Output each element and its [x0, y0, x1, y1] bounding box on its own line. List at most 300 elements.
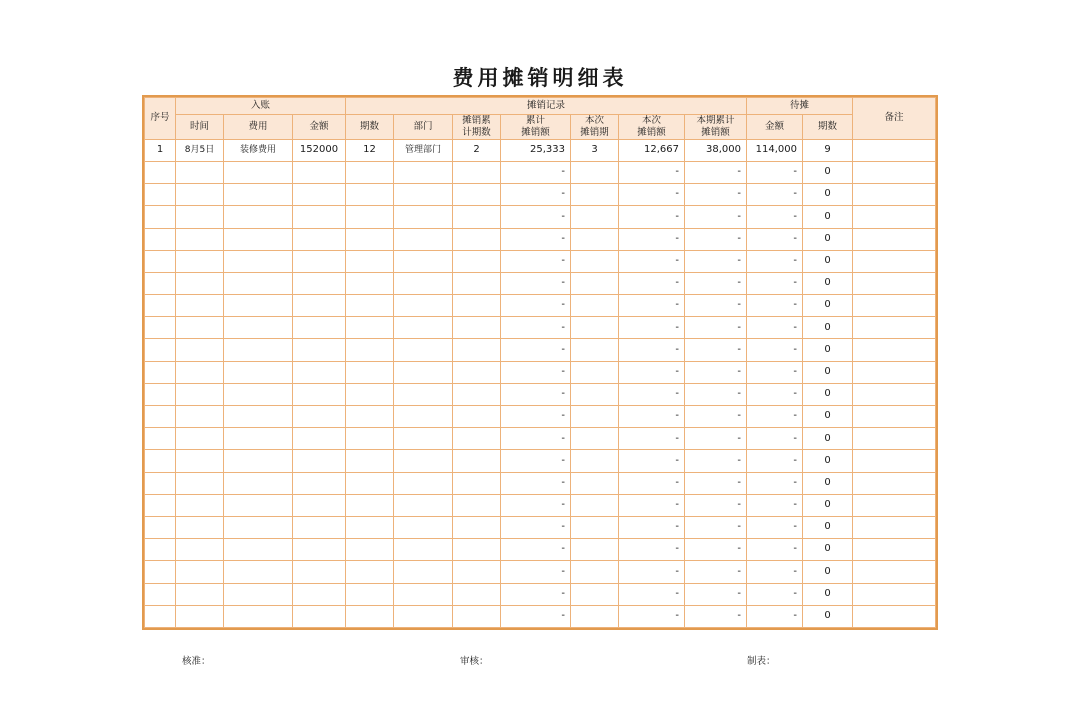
cell-expense	[224, 161, 293, 183]
table-row	[145, 561, 936, 583]
cell-cur-amount: -	[619, 583, 685, 605]
cell-seq	[145, 561, 176, 583]
cell-period-cum: -	[685, 250, 747, 272]
cell-periods	[346, 317, 394, 339]
cell-time	[176, 561, 224, 583]
cell-expense	[224, 494, 293, 516]
header-cur-period-line1: 本次	[584, 115, 604, 126]
cell-department	[394, 472, 453, 494]
cell-periods	[346, 406, 394, 428]
cell-period-cum: -	[685, 539, 747, 561]
cell-period-cum: -	[685, 361, 747, 383]
cell-cum-periods	[453, 206, 501, 228]
cell-remark	[853, 428, 936, 450]
cell-cur-amount: 12,667	[619, 139, 685, 161]
cell-amount	[293, 428, 346, 450]
cell-pending-amount: -	[747, 583, 803, 605]
cell-department	[394, 161, 453, 183]
cell-time: 8月5日	[176, 139, 224, 161]
cell-cur-amount: -	[619, 494, 685, 516]
cell-cum-amount: -	[501, 250, 571, 272]
cell-cum-amount: -	[501, 428, 571, 450]
cell-pending-amount: -	[747, 450, 803, 472]
cell-amount	[293, 561, 346, 583]
cell-pending-periods: 0	[803, 516, 853, 538]
cell-pending-amount: -	[747, 361, 803, 383]
cell-department	[394, 406, 453, 428]
cell-period-cum: -	[685, 184, 747, 206]
cell-expense	[224, 339, 293, 361]
header-remark: 备注	[853, 98, 936, 140]
header-cum-periods-line1: 摊销累	[462, 115, 491, 126]
cell-department	[394, 228, 453, 250]
cell-expense	[224, 228, 293, 250]
cell-cur-period	[571, 383, 619, 405]
header-pending-periods: 期数	[803, 115, 853, 140]
cell-cur-amount: -	[619, 272, 685, 294]
cell-time	[176, 516, 224, 538]
cell-cur-period	[571, 583, 619, 605]
header-group-entry: 入账	[176, 98, 346, 115]
cell-period-cum: -	[685, 228, 747, 250]
cell-remark	[853, 450, 936, 472]
cell-cur-period	[571, 406, 619, 428]
table-row	[145, 539, 936, 561]
cell-department	[394, 494, 453, 516]
cell-expense	[224, 605, 293, 627]
table-row	[145, 161, 936, 183]
header-cur-period-line2: 摊销期	[580, 126, 609, 138]
cell-period-cum: -	[685, 317, 747, 339]
cell-periods	[346, 494, 394, 516]
cell-pending-periods: 0	[803, 605, 853, 627]
cell-time	[176, 161, 224, 183]
cell-period-cum: -	[685, 428, 747, 450]
cell-cur-period	[571, 272, 619, 294]
cell-time	[176, 361, 224, 383]
cell-remark	[853, 494, 936, 516]
cell-remark	[853, 516, 936, 538]
cell-amount	[293, 605, 346, 627]
cell-cur-amount: -	[619, 317, 685, 339]
cell-cur-amount: -	[619, 472, 685, 494]
cell-cum-periods	[453, 472, 501, 494]
cell-cum-amount: -	[501, 272, 571, 294]
cell-cur-amount: -	[619, 161, 685, 183]
cell-seq	[145, 516, 176, 538]
cell-cum-periods	[453, 450, 501, 472]
cell-seq	[145, 583, 176, 605]
cell-cum-periods	[453, 361, 501, 383]
cell-cur-period	[571, 339, 619, 361]
table-row	[145, 516, 936, 538]
cell-period-cum: -	[685, 272, 747, 294]
cell-remark	[853, 406, 936, 428]
cell-pending-amount: -	[747, 472, 803, 494]
cell-pending-amount: -	[747, 317, 803, 339]
cell-amount	[293, 295, 346, 317]
cell-cum-amount: 25,333	[501, 139, 571, 161]
header-cur-amount-line2: 摊销额	[637, 126, 666, 138]
cell-department	[394, 272, 453, 294]
cell-seq	[145, 161, 176, 183]
cell-cum-periods	[453, 406, 501, 428]
table-row	[145, 139, 936, 161]
cell-cur-amount: -	[619, 539, 685, 561]
cell-department	[394, 539, 453, 561]
cell-cur-amount: -	[619, 428, 685, 450]
cell-department	[394, 605, 453, 627]
cell-department	[394, 516, 453, 538]
table-row	[145, 206, 936, 228]
header-expense: 费用	[224, 115, 293, 140]
cell-pending-periods: 0	[803, 361, 853, 383]
header-department: 部门	[394, 115, 453, 140]
cell-periods	[346, 516, 394, 538]
cell-cur-period	[571, 295, 619, 317]
cell-cum-periods: 2	[453, 139, 501, 161]
cell-seq	[145, 295, 176, 317]
cell-pending-periods: 0	[803, 295, 853, 317]
cell-cur-period	[571, 472, 619, 494]
cell-seq	[145, 361, 176, 383]
cell-time	[176, 428, 224, 450]
cell-period-cum: -	[685, 583, 747, 605]
cell-pending-periods: 0	[803, 228, 853, 250]
cell-cur-period	[571, 539, 619, 561]
cell-expense	[224, 383, 293, 405]
cell-pending-amount: -	[747, 228, 803, 250]
cell-cum-periods	[453, 428, 501, 450]
cell-cum-amount: -	[501, 539, 571, 561]
cell-expense	[224, 206, 293, 228]
cell-cum-amount: -	[501, 339, 571, 361]
cell-seq: 1	[145, 139, 176, 161]
cell-period-cum: -	[685, 561, 747, 583]
table-row	[145, 250, 936, 272]
cell-periods	[346, 206, 394, 228]
header-cur-amount	[619, 115, 685, 140]
cell-periods: 12	[346, 139, 394, 161]
cell-pending-periods: 0	[803, 250, 853, 272]
cell-amount	[293, 583, 346, 605]
cell-cur-period	[571, 361, 619, 383]
cell-cum-periods	[453, 272, 501, 294]
cell-periods	[346, 295, 394, 317]
cell-time	[176, 206, 224, 228]
header-group-record: 摊销记录	[346, 98, 747, 115]
cell-department	[394, 339, 453, 361]
cell-time	[176, 250, 224, 272]
cell-periods	[346, 383, 394, 405]
cell-cum-periods	[453, 317, 501, 339]
cell-time	[176, 406, 224, 428]
cell-remark	[853, 561, 936, 583]
cell-remark	[853, 539, 936, 561]
cell-cum-periods	[453, 383, 501, 405]
cell-expense	[224, 472, 293, 494]
cell-cum-periods	[453, 561, 501, 583]
cell-periods	[346, 539, 394, 561]
header-row-columns	[145, 115, 936, 140]
cell-pending-amount: -	[747, 383, 803, 405]
cell-expense	[224, 516, 293, 538]
cell-cur-period	[571, 228, 619, 250]
cell-cum-periods	[453, 516, 501, 538]
cell-cur-period	[571, 428, 619, 450]
cell-pending-periods: 0	[803, 428, 853, 450]
cell-seq	[145, 605, 176, 627]
cell-pending-periods: 0	[803, 561, 853, 583]
cell-amount	[293, 206, 346, 228]
cell-pending-periods: 0	[803, 472, 853, 494]
cell-pending-amount: -	[747, 561, 803, 583]
cell-periods	[346, 428, 394, 450]
cell-remark	[853, 228, 936, 250]
cell-amount	[293, 472, 346, 494]
cell-department	[394, 250, 453, 272]
header-cum-amount	[501, 115, 571, 140]
cell-period-cum: -	[685, 406, 747, 428]
cell-cur-amount: -	[619, 450, 685, 472]
cell-periods	[346, 561, 394, 583]
cell-seq	[145, 539, 176, 561]
header-period-cum-line2: 摊销额	[701, 126, 730, 138]
cell-amount	[293, 250, 346, 272]
cell-cur-period	[571, 250, 619, 272]
cell-period-cum: -	[685, 450, 747, 472]
cell-seq	[145, 494, 176, 516]
cell-remark	[853, 295, 936, 317]
cell-remark	[853, 317, 936, 339]
cell-pending-amount: -	[747, 494, 803, 516]
cell-pending-periods: 9	[803, 139, 853, 161]
cell-expense	[224, 450, 293, 472]
cell-period-cum: -	[685, 516, 747, 538]
cell-seq	[145, 250, 176, 272]
cell-pending-periods: 0	[803, 339, 853, 361]
cell-seq	[145, 228, 176, 250]
cell-time	[176, 494, 224, 516]
cell-seq	[145, 339, 176, 361]
header-period-cum	[685, 115, 747, 140]
cell-cum-amount: -	[501, 206, 571, 228]
cell-period-cum: -	[685, 206, 747, 228]
cell-pending-amount: -	[747, 605, 803, 627]
cell-department	[394, 428, 453, 450]
cell-department	[394, 361, 453, 383]
cell-period-cum: -	[685, 295, 747, 317]
cell-remark	[853, 161, 936, 183]
cell-amount	[293, 516, 346, 538]
cell-remark	[853, 339, 936, 361]
cell-amount	[293, 383, 346, 405]
cell-cur-amount: -	[619, 406, 685, 428]
cell-pending-amount: -	[747, 161, 803, 183]
cell-time	[176, 383, 224, 405]
cell-amount	[293, 184, 346, 206]
cell-period-cum: -	[685, 339, 747, 361]
cell-department	[394, 450, 453, 472]
cell-amount	[293, 228, 346, 250]
cell-cur-period	[571, 206, 619, 228]
cell-expense	[224, 272, 293, 294]
cell-cur-period	[571, 516, 619, 538]
cell-seq	[145, 383, 176, 405]
cell-pending-amount: -	[747, 516, 803, 538]
cell-periods	[346, 450, 394, 472]
cell-period-cum: -	[685, 472, 747, 494]
header-cum-amount-line1: 累计	[525, 115, 545, 126]
cell-periods	[346, 228, 394, 250]
cell-seq	[145, 428, 176, 450]
cell-period-cum: -	[685, 383, 747, 405]
cell-cur-period	[571, 450, 619, 472]
cell-cum-amount: -	[501, 184, 571, 206]
cell-expense	[224, 184, 293, 206]
cell-pending-amount: -	[747, 406, 803, 428]
header-pending-amount: 金额	[747, 115, 803, 140]
cell-time	[176, 295, 224, 317]
cell-remark	[853, 383, 936, 405]
cell-pending-periods: 0	[803, 184, 853, 206]
cell-expense	[224, 295, 293, 317]
cell-time	[176, 184, 224, 206]
cell-amount	[293, 494, 346, 516]
cell-department	[394, 561, 453, 583]
cell-pending-amount: 114,000	[747, 139, 803, 161]
cell-cur-period: 3	[571, 139, 619, 161]
cell-cur-amount: -	[619, 250, 685, 272]
cell-cum-periods	[453, 228, 501, 250]
cell-amount	[293, 161, 346, 183]
header-period-cum-line1: 本期累计	[696, 115, 735, 126]
cell-remark	[853, 583, 936, 605]
cell-time	[176, 339, 224, 361]
cell-pending-amount: -	[747, 184, 803, 206]
cell-pending-periods: 0	[803, 539, 853, 561]
table-row	[145, 383, 936, 405]
cell-cum-amount: -	[501, 383, 571, 405]
cell-pending-periods: 0	[803, 206, 853, 228]
cell-pending-periods: 0	[803, 450, 853, 472]
cell-cur-period	[571, 161, 619, 183]
cell-cur-amount: -	[619, 383, 685, 405]
header-time: 时间	[176, 115, 224, 140]
cell-pending-periods: 0	[803, 583, 853, 605]
table-row	[145, 184, 936, 206]
cell-remark	[853, 605, 936, 627]
cell-pending-amount: -	[747, 206, 803, 228]
cell-cum-amount: -	[501, 406, 571, 428]
header-periods: 期数	[346, 115, 394, 140]
cell-cum-amount: -	[501, 605, 571, 627]
cell-time	[176, 472, 224, 494]
cell-department	[394, 184, 453, 206]
header-group-pending: 待摊	[747, 98, 853, 115]
cell-expense: 装修费用	[224, 139, 293, 161]
cell-pending-amount: -	[747, 250, 803, 272]
table-row	[145, 361, 936, 383]
cell-pending-periods: 0	[803, 494, 853, 516]
table-row	[145, 450, 936, 472]
cell-time	[176, 450, 224, 472]
cell-time	[176, 272, 224, 294]
cell-cum-amount: -	[501, 450, 571, 472]
cell-time	[176, 317, 224, 339]
cell-remark	[853, 250, 936, 272]
cell-cur-amount: -	[619, 206, 685, 228]
cell-periods	[346, 472, 394, 494]
cell-pending-amount: -	[747, 295, 803, 317]
cell-cum-periods	[453, 161, 501, 183]
cell-amount	[293, 272, 346, 294]
cell-pending-periods: 0	[803, 272, 853, 294]
cell-cum-periods	[453, 339, 501, 361]
footer-approve: 核准：	[182, 656, 211, 667]
cell-periods	[346, 184, 394, 206]
page-title: 费用摊销明细表	[452, 65, 628, 90]
header-cur-amount-line1: 本次	[641, 115, 661, 126]
cell-remark	[853, 206, 936, 228]
cell-cum-amount: -	[501, 494, 571, 516]
table-row	[145, 472, 936, 494]
cell-amount	[293, 361, 346, 383]
cell-periods	[346, 250, 394, 272]
cell-seq	[145, 406, 176, 428]
cell-cum-periods	[453, 539, 501, 561]
header-cum-amount-line2: 摊销额	[521, 126, 550, 138]
cell-cum-amount: -	[501, 228, 571, 250]
cell-seq	[145, 184, 176, 206]
cell-period-cum: 38,000	[685, 139, 747, 161]
cell-seq	[145, 450, 176, 472]
cell-cum-periods	[453, 583, 501, 605]
cell-department	[394, 295, 453, 317]
cell-cum-amount: -	[501, 472, 571, 494]
cell-cur-period	[571, 494, 619, 516]
cell-cur-period	[571, 184, 619, 206]
cell-pending-periods: 0	[803, 161, 853, 183]
amortization-table	[142, 95, 938, 630]
cell-cum-amount: -	[501, 361, 571, 383]
cell-cum-amount: -	[501, 583, 571, 605]
header-cum-periods-line2: 计期数	[462, 126, 491, 138]
cell-department	[394, 206, 453, 228]
cell-remark	[853, 139, 936, 161]
table-row	[145, 494, 936, 516]
cell-cum-amount: -	[501, 561, 571, 583]
cell-department	[394, 317, 453, 339]
table-row	[145, 406, 936, 428]
cell-amount: 152000	[293, 139, 346, 161]
cell-expense	[224, 361, 293, 383]
cell-cum-amount: -	[501, 516, 571, 538]
cell-amount	[293, 339, 346, 361]
cell-amount	[293, 406, 346, 428]
cell-seq	[145, 272, 176, 294]
cell-period-cum: -	[685, 494, 747, 516]
header-cum-periods	[453, 115, 501, 140]
header-cur-period	[571, 115, 619, 140]
table-row	[145, 605, 936, 627]
table-row	[145, 583, 936, 605]
cell-cur-period	[571, 605, 619, 627]
footer-prepared: 制表：	[747, 656, 776, 667]
cell-time	[176, 605, 224, 627]
table-row	[145, 428, 936, 450]
cell-expense	[224, 428, 293, 450]
